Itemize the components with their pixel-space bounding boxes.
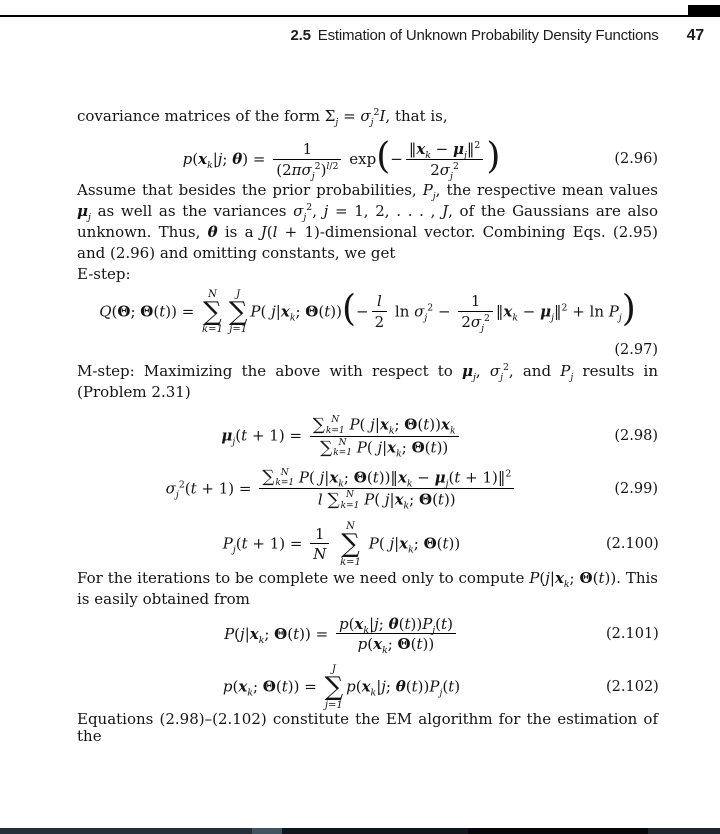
page-content [77, 106, 658, 745]
equation-2-98 [77, 415, 658, 458]
equation-2-97-number: (2.97) [614, 342, 658, 359]
edge-bar-segment [468, 828, 648, 834]
equation-2-96 [77, 135, 658, 182]
paragraph-assume: Assume that besides the prior probabilities, $P_j$, the respective mean values $\mu_j$ as well as the variances $\sigma_j^2$, j = 1, 2, . . . , J, of the Gaussians are also unknown. Thus, θ is a J(l + 1)-dimensional vector. Combining Eqs. (2.95) and (2.96) and omitting constants, we get [77, 180, 658, 262]
equation-2-102 [77, 664, 658, 711]
edge-bar-segment [648, 828, 720, 834]
equation-2-97-body: Q(Θ; Θ(t)) = N ∑ k=1 J ∑ j=1 P( $j|x_k$; Θ(t))(− $\frac{l}{2}$ $\ln \sigma_j^2$ − $\frac{1}{2\sigma_j^2}$ $‖x_k$ − $\mu_j‖^2 + \ln P_j$) [99, 287, 636, 336]
equation-2-99-body: $\sigma_j^2(t + 1)$ = ∑ N k=1 P( $j|x_k$; $\Theta(t))‖x_k - \mu_j(t$ + 1)‖$^2$ l ∑ N k=1 P( $j|x_k$; Θ(t)) [77, 468, 606, 511]
paragraph-covariance: covariance matrices of the form $\Sigma_j = \sigma_j^2I$, that is, [77, 107, 448, 128]
equation-2-99 [77, 468, 658, 511]
equation-2-100-number: (2.100) [606, 535, 659, 552]
paragraph-closing: Equations (2.98)–(2.102) constitute the EM algorithm for the estimation of the [77, 709, 658, 745]
equation-2-102-body: $p(x_k$; Θ(t)) = J ∑ j=1 $p(x_k|j$; $\theta(t))P_j(t)$ [222, 664, 461, 711]
equation-2-96-body: $p(x_k|j$; θ) = 1 $(2\pi\sigma_j^2)^{l/2}$ exp(− $\frac{‖x_k - \mu_j‖^2}{2\sigma_j^2}$ ) [182, 135, 501, 182]
equation-2-100-body: $P_j(t + 1)$ = $\frac{1}{N}$ N ∑ k=1 P( $j|x_k$; Θ(t)) [222, 520, 461, 568]
equation-2-101 [77, 615, 658, 655]
edge-bar-segment [0, 828, 252, 834]
equation-2-102-number: (2.102) [606, 678, 659, 695]
paragraph-mstep: M-step: Maximizing the above with respect to $\mu_j$, $\sigma_j^2$, and $P_j$ results in (Problem 2.31) [77, 362, 658, 402]
equation-2-96-number: (2.96) [614, 151, 658, 168]
equation-2-99-number: (2.99) [614, 480, 658, 497]
header-rule [0, 15, 720, 17]
equation-2-98-body: $\mu_j(t + 1)$ = ∑ N k=1 P( $j|x_k$; $\Theta(t))x_k$ ∑ N k=1 P( $j|x_k$; Θ(t)) [77, 415, 606, 458]
running-header [0, 27, 704, 45]
page-number: 47 [686, 27, 704, 44]
equation-2-101-number: (2.101) [606, 625, 659, 642]
equation-2-100 [77, 521, 658, 568]
paragraph-iterations: For the iterations to be complete we need only to compute $P(j|x_k$; Θ(t)). This is easily obtained from [77, 568, 659, 608]
equation-2-97 [77, 289, 658, 362]
header-title: Estimation of Unknown Probability Density Functions [317, 27, 659, 44]
edge-bar-segment [252, 828, 282, 834]
equation-2-98-number: (2.98) [614, 428, 658, 445]
section-number: 2.5 [290, 27, 311, 44]
edge-bar-segment [282, 828, 468, 834]
screen-edge-bar [0, 828, 720, 834]
estep-label: E-step: [77, 264, 131, 283]
equation-2-101-body: $P(j|x_k$; Θ(t)) = $\frac{p(x_k|j; \theta(t))P_j(t)}{p(x_k; \Theta(t))}$ [77, 615, 606, 655]
